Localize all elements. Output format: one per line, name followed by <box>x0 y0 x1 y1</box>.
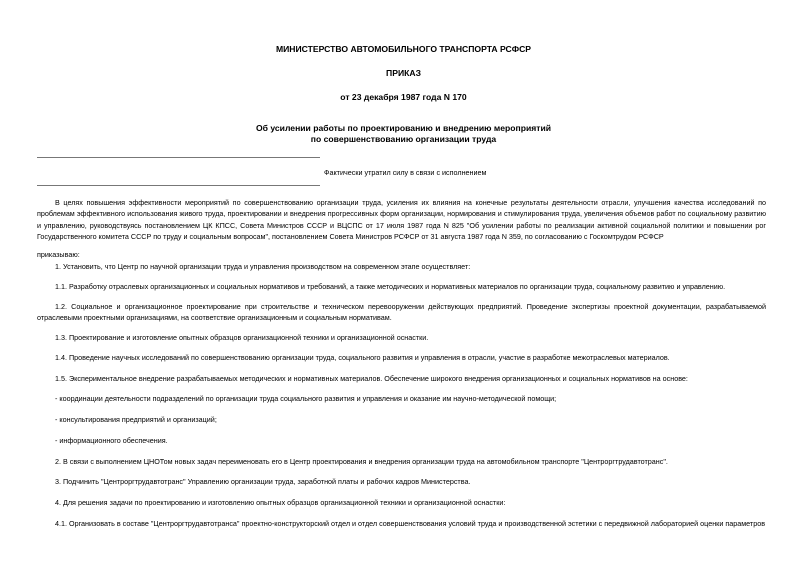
item-3: 3. Подчинить "Центроргтрудавтотранс" Управлению организации труда, заработной платы и рабочих кадров Министерства. <box>55 477 471 486</box>
bullet-consulting: - консультирования предприятий и организаций; <box>55 415 217 424</box>
doc-title-line1: Об усилении работы по проектированию и внедрению мероприятий <box>255 123 552 133</box>
order-word: приказываю: <box>37 250 80 259</box>
preamble-paragraph: В целях повышения эффективности мероприятий по совершенствованию организации труда, усиления их влияния на конечные результаты деятельности отрасли, улучшения качества исследований по проблемам эффективного использования живого труда, проектировании и внедрения прогрессивных форм организации, нормирования и стимулирования труда, увеличения объемов работ по социальному развитию и управлению, руководствуясь постановлением ЦК КПСС, Совета Министров СССР и ВЦСПС от 17 июля 1987 года N 825 "Об усилении работы по реализации активной социальной политики и повышении рог Государственного комитета СССР по труду и социальным вопросам", постановлением Совета Министров РСФСР от 31 августа 1987 года N 359, по согласованию с Госкомтрудом РСФСР <box>37 198 766 241</box>
item-1-2: 1.2. Социальное и организационное проектирование при строительстве и техническом перевооружении действующих предприятий. Проведение экспертизы проектной документации, разрабатываемой отраслевыми проектными организациями, на соответствие организационным и социальным нормативам. <box>37 302 766 323</box>
date-number: от 23 декабря 1987 года N 170 <box>340 92 467 102</box>
doc-title-line2: по совершенствованию организации труда <box>310 134 497 144</box>
item-1: 1. Установить, что Центр по научной организации труда и управления производством на современном этапе осуществляет: <box>55 262 471 271</box>
item-4: 4. Для решения задачи по проектированию и изготовлению опытных образцов организационной техники и организационной оснастки: <box>55 498 506 507</box>
item-2: 2. В связи с выполнением ЦНОТом новых задач переименовать его в Центр проектирования и внедрения организации труда на автомобильном транспорте "Центроргтрудавтотранс". <box>55 457 668 466</box>
doc-type-heading: ПРИКАЗ <box>386 68 421 78</box>
item-1-1: 1.1. Разработку отраслевых организационных и социальных нормативов и требований, а также методических и нормативных материалов по организации труда, социальному развитию и управлению. <box>55 282 726 291</box>
status-note: Фактически утратил силу в связи с исполнением <box>324 168 487 177</box>
item-1-3: 1.3. Проектирование и изготовление опытных образцов организационной техники и организационной оснастки. <box>55 333 429 342</box>
ministry-heading: МИНИСТЕРСТВО АВТОМОБИЛЬНОГО ТРАНСПОРТА РСФСР <box>275 44 532 54</box>
item-4-1: 4.1. Организовать в составе "Центроргтрудавтотранса" проектно-конструкторский отдел и отдел совершенствования условий труда и производственной эстетики с передвижной лабораторией оценки параметров <box>55 519 766 528</box>
bullet-information: - информационного обеспечения. <box>55 436 168 445</box>
divider-bottom <box>37 185 320 186</box>
divider-top <box>37 157 320 158</box>
item-1-5: 1.5. Экспериментальное внедрение разрабатываемых методических и нормативных материалов. Обеспечение широкого внедрения организационных и социальных нормативов на основе: <box>55 374 688 383</box>
bullet-coordination: - координации деятельности подразделений по организации труда социального развития и управления и оказание им научно-методической помощи; <box>55 394 557 403</box>
item-1-4: 1.4. Проведение научных исследований по совершенствованию организации труда, социального развития и управления в отрасли, участие в разработке межотраслевых материалов. <box>55 353 670 362</box>
